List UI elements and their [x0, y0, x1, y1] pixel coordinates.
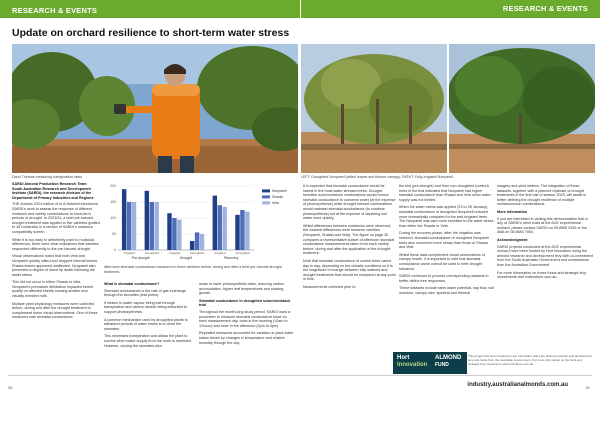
- bar-shasta: [195, 232, 199, 250]
- x-sub-label: Irrigated: [169, 251, 181, 255]
- column-paragraph: These datasets include stem water potential, sap flow, soil moisture, canopy size, spectral and thermal: [399, 286, 494, 295]
- x-category-label: Drought: [179, 256, 193, 260]
- website-url[interactable]: industry.australianalmonds.com.au: [467, 382, 568, 388]
- text-column-4: [303, 184, 396, 352]
- bar-nonpareil: [190, 241, 194, 250]
- x-sub-label: Irrigated: [123, 251, 135, 255]
- column-heading: Acknowledgment: [497, 237, 528, 242]
- column-paragraph: Measurements collected prior to: [303, 284, 356, 289]
- column-paragraph: If you are interested in visiting this demonstration trial or any of SARDI’s other trials at the ACE experimental orchard, please contact SARDI on 08 8595 9100 or the ABA on 08 8584 7053.: [497, 216, 589, 235]
- legend-label-nonpareil: Nonpareil: [272, 189, 287, 193]
- hort-innovation-almond-fund-logo: [393, 352, 467, 374]
- column-paragraph: A common mechanism used by droughted plants to withstand periods of water stress is to close the stomates.: [104, 317, 188, 331]
- bar-nonpareil: [213, 196, 217, 250]
- legend-label-shasta: Shasta: [272, 195, 283, 199]
- column-paragraph: Note that stomatal conductance of control trees varied day to day, depending on the climatic conditions so it is the magnitude of change between fully watered and drought treatments that should be compared at any point in time.: [303, 258, 396, 282]
- photo-transpiration-measurement: [12, 44, 298, 173]
- photo-transpiration-image: [12, 44, 298, 173]
- legend-swatch-vela: [262, 201, 270, 204]
- section-label-right: RESEARCH & EVENTS: [502, 4, 588, 13]
- column-paragraph: Throughout the month-long study period, SARDI used a porometer to measure stomatal conductance twice on each measurement day: once in the morning (10am to 12noon) and once in the afternoon (2pm to 4pm).: [199, 309, 291, 328]
- x-sub-label: Droughted: [190, 251, 205, 255]
- bar-shasta: [127, 202, 131, 250]
- stomatal-conductance-chart: [104, 180, 300, 266]
- bar-shasta: [172, 218, 176, 250]
- bar-nonpareil: [145, 191, 149, 250]
- column-paragraph: While it is too early to definitively point to rootstock differences, there were clear indications that varieties responded differently to the pre-harvest drought.: [12, 237, 99, 251]
- bar-vela: [222, 207, 226, 250]
- column-paragraph: This did not occur in either Shasta or Vela. Nonpareil’s premature defoliation impacted kernel quality on affected sheets causing smaller and visually wrinkled nuts.: [12, 280, 94, 299]
- y-tick-label: 150: [110, 200, 116, 205]
- column-paragraph: It is expected that stomatal conductance would be lowest in the most water stressed trees. Drought sensitive scion/rootstock combinations would reduce stomatal conductance to conserve water (at the expense of photosynthesis) while drought tolerant combinations would maintain stomatal conductance (to continue photosynthesis) but at the expense of depleting soil water more quickly.: [303, 184, 396, 221]
- footer-divider: [8, 375, 592, 376]
- page-number-right: 31: [585, 385, 590, 390]
- column-paragraph: Stomatal conductance is the rate of gas exchange through the stomates (leaf pores).: [104, 288, 186, 298]
- legend-swatch-shasta: [262, 195, 270, 198]
- column-paragraph: For more information on these funds and strategic levy investments visit horticulture.com.au.: [497, 270, 587, 280]
- section-label-left: RESEARCH & EVENTS: [12, 6, 98, 15]
- legend-swatch-nonpareil: [262, 189, 270, 192]
- bar-nonpareil: [122, 189, 126, 250]
- photo-drought-caption: LEFT: Droughted Nonpareil (wilted leaves and thinner canopy); RIGHT: Fully-irrigated Nonpareil.: [301, 175, 455, 179]
- bar-vela: [245, 212, 249, 250]
- legend-label-vela: Vela: [272, 201, 279, 205]
- column-heading: What is stomatal conductance?: [104, 282, 160, 286]
- logo-text-hort: Hort: [397, 355, 410, 361]
- logo-text-innovation: Innovation: [397, 362, 428, 368]
- column-paragraph: Visual observations noted that both Vela and Nonpareil quickly wilted and dropped internal leaves. Shasta leaves appeared unaffected. Nonpareil also presented a degree of shoot tip death following the water stress.: [12, 254, 99, 277]
- text-column-5: [399, 184, 494, 352]
- text-column-3: [199, 282, 295, 387]
- bar-shasta: [218, 205, 222, 250]
- photo-transpiration-caption: Dario Thomas measuring transpiration rates.: [12, 175, 84, 179]
- column-heading: SARDI Almond Production Research Team South Australian Research and Development Institute (SARDI), the research division of the Department of Primary Industries and Regions: [12, 182, 94, 200]
- y-tick-label: 50: [112, 232, 116, 237]
- bar-vela: [177, 220, 181, 250]
- x-sub-label: Droughted: [235, 251, 250, 255]
- photo-irrigated-right: [449, 44, 595, 173]
- bar-vela: [154, 202, 158, 250]
- chart-caption: Afternoon stomatal conductance measured in three varieties before, during and after a brief pre-harvest drought treatment.: [104, 265, 282, 274]
- section-header-left: [0, 0, 300, 18]
- bar-vela: [132, 202, 136, 250]
- column-paragraph: Whilst these data complement visual observations of canopy health, it is important to note that stomatal conductance alone cannot be used to infer drought tolerance.: [399, 252, 485, 271]
- y-tick-label: 100: [110, 216, 116, 221]
- bar-nonpareil: [167, 213, 171, 250]
- column-paragraph: imagery and yield metrics. The integration of these datasets, together with a planned replicate of drought treatments in the first half of season 2025, will assist in better defining the drought resilience of multiple rootstock/scion combinations.: [497, 184, 587, 207]
- funding-note: This project has been funded by Hort Innovation using the almond research and development levy and funds from the Australian Government. For more information on the fund and strategic levy investment visit horticulture.com.au: [468, 354, 592, 366]
- photo-droughted-image: [301, 44, 447, 173]
- column-paragraph: Whilst differences between rootstocks were observed, the clearest differences were between varieties (Nonpareil, Shasta and Vela). The figure on page 30 compares a representative subset of afternoon stomatal conductance measurements taken from each variety before, during and after the application of the drought treatment.: [303, 223, 395, 256]
- column-paragraph: It relates to water vapour being lost through transpiration and carbon dioxide being absorbed to support photosynthesis.: [104, 300, 188, 314]
- column-paragraph: When the water stress was applied (23 to 26 January), stomatal conductance of droughted Nonpareil reduced more dramatically compared to the well-irrigated trees. The Nonpareil was also more sensitive to the water stress than either the Shasta or Vela.: [399, 205, 494, 228]
- column-paragraph: This minimises transpiration and allows the plant to survive when water supply from the roots is restricted. However, closing the stomates also: [104, 334, 192, 348]
- column-paragraph: Repeated measures accounted for variation in plant water status driven by changes in temperature and relative humidity through the day.: [199, 331, 294, 345]
- text-column-2: [104, 282, 196, 387]
- column-paragraph: leads to lower photosynthetic rates, reducing carbon accumulation, higher leaf temperatures and slowing growth.: [199, 282, 285, 296]
- column-heading: More information: [497, 209, 528, 214]
- page-number-left: 30: [8, 385, 13, 390]
- column-paragraph: SARDI projects conducted at the ACE experimental orchard have been funded by Hort Innovation using the almond research and development levy with co-investment from the South Australian Government and contributions from the Australian Government.: [497, 244, 593, 267]
- x-category-label: Pre-drought: [131, 256, 150, 260]
- photo-droughted-left: [301, 44, 447, 173]
- photo-irrigated-image: [449, 44, 595, 173]
- x-sub-label: Droughted: [144, 251, 160, 255]
- text-column-1: [12, 182, 100, 387]
- article-title: Update on orchard resilience to short-term water stress: [12, 27, 290, 39]
- bar-nonpareil: [235, 215, 239, 250]
- bar-shasta: [150, 202, 154, 250]
- column-paragraph: Multiple plant physiology measures were collected before, during and after the drought treatment to complement these visual observations. One of these measures was stomatal conductance.: [12, 301, 98, 320]
- column-paragraph: the trial (pre-drought) and from non-droughted (control) trees in the trial indicated that Nonpareil had higher stomatal conductance than Shasta and Vela when water supply was not limited.: [399, 184, 491, 202]
- y-tick-label: 200: [110, 184, 116, 189]
- column-paragraph: THE Autumn 2024 edition of In A Nutshell introduced SARDI’s work to assess the response of different rootstock and variety combinations to short-term periods of drought. In 2023/24, a brief pre-harvest drought treatment was applied to five varieties grafted to 18 rootstocks in a section of SARDI’s rootstock compatibility screen.: [12, 202, 100, 234]
- column-paragraph: During the recovery phase, after the irrigation was restored, stomatal conductance of droughted Nonpareil trees also recovered more slowly than those of Shasta and Vela.: [399, 231, 489, 250]
- x-category-label: Recovery: [224, 256, 239, 260]
- bar-shasta: [240, 210, 244, 250]
- x-sub-label: Irrigated: [214, 251, 226, 255]
- y-tick-label: 0: [114, 248, 116, 253]
- text-column-6: [497, 184, 593, 352]
- bar-vela: [200, 234, 204, 250]
- section-header-right: [300, 0, 600, 18]
- column-heading: Stomatal conductance in droughted scion/rootstock trial: [199, 298, 291, 308]
- logo-text-fund: FUND: [435, 362, 449, 368]
- logo-text-almond: ALMOND: [435, 355, 462, 361]
- column-paragraph: SARDI continues to process corresponding datasets to better define tree responses.: [399, 274, 489, 283]
